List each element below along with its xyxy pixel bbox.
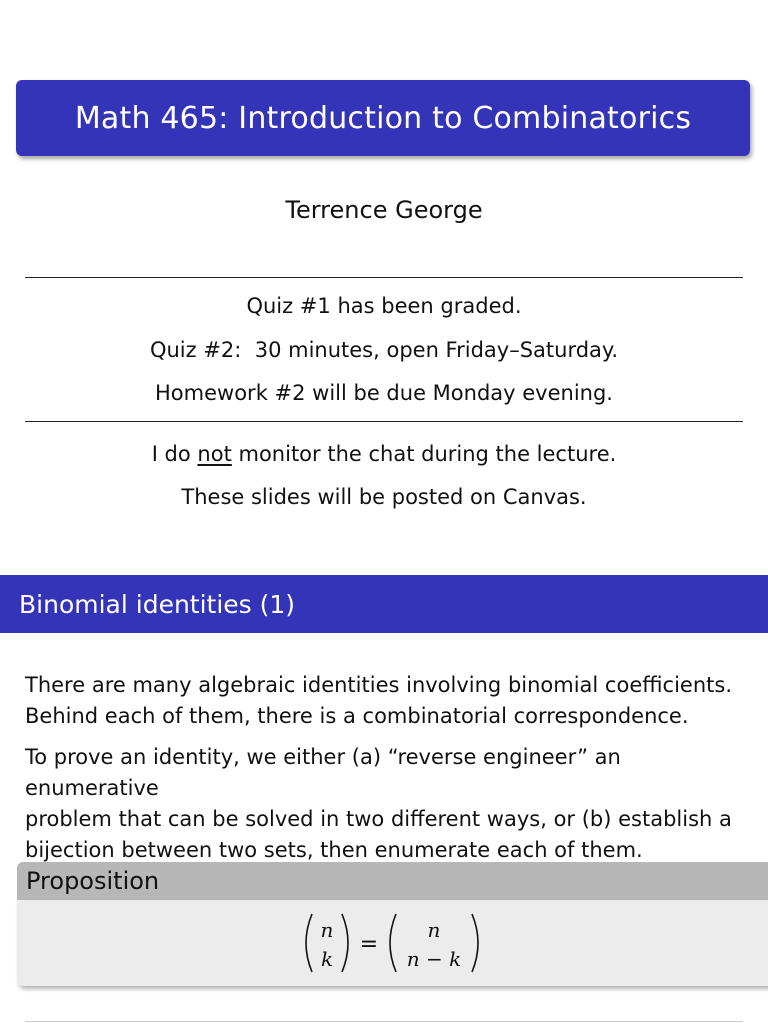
paragraph-1-line-1: There are many algebraic identities involving binomial coefficients.	[25, 673, 733, 697]
proposition-body	[17, 900, 768, 986]
bottom-divider	[25, 1021, 743, 1022]
rhs-right-paren	[472, 914, 478, 972]
binomial-formula	[298, 908, 498, 978]
note-slides-posted: These slides will be posted on Canvas.	[181, 485, 587, 509]
announcement-quiz1: Quiz #1 has been graded.	[246, 294, 522, 318]
announcement-quiz2: Quiz #2: 30 minutes, open Friday–Saturday.	[149, 338, 619, 362]
equals-sign: =	[359, 932, 379, 957]
rhs-top: n	[427, 918, 441, 942]
lhs-right-paren	[342, 914, 348, 972]
proposition-header	[17, 862, 768, 900]
note-chat	[0, 442, 768, 466]
rhs-left-paren	[390, 914, 396, 972]
note-chat-before: I do	[151, 442, 198, 466]
section-title-bar	[0, 575, 768, 633]
paragraph-2-line-2: problem that can be solved in two different ways, or (b) establish a	[25, 807, 732, 831]
lhs-top: n	[320, 918, 334, 942]
proposition-label: Proposition	[26, 867, 160, 895]
rhs-bottom: n − k	[406, 947, 462, 971]
paragraph-2-line-1: To prove an identity, we either (a) “reverse engineer” an enumerative	[25, 745, 621, 800]
lhs-bottom: k	[320, 947, 334, 971]
paragraph-1-line-2: Behind each of them, there is a combinatorial correspondence.	[25, 704, 689, 728]
slide-title-box	[16, 80, 750, 156]
author-name: Terrence George	[285, 196, 483, 224]
divider-middle	[25, 421, 743, 422]
slide-title: Math 465: Introduction to Combinatorics	[74, 100, 692, 136]
paragraph-1	[25, 670, 755, 732]
note-chat-after: monitor the chat during the lecture.	[231, 442, 617, 466]
note-chat-emphasis: not	[197, 442, 232, 466]
paragraph-2	[25, 742, 755, 866]
divider-top	[25, 277, 743, 278]
lhs-left-paren	[306, 914, 312, 972]
paragraph-2-line-3: bijection between two sets, then enumerate each of them.	[25, 838, 643, 862]
announcement-homework2: Homework #2 will be due Monday evening.	[155, 381, 613, 405]
section-title: Binomial identities (1)	[19, 589, 296, 619]
